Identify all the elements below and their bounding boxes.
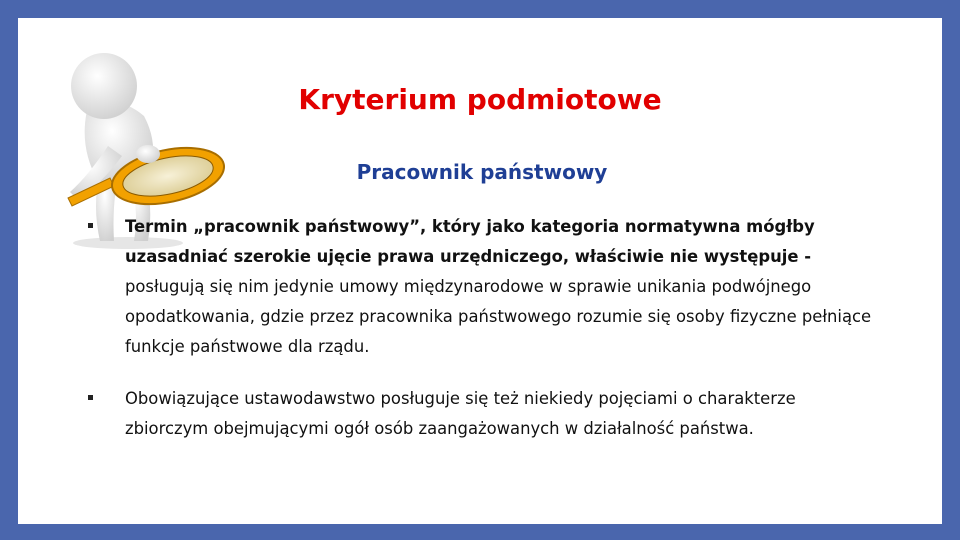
bullet-marker [88, 223, 93, 228]
slide-subtitle: Pracownik państwowy [356, 160, 608, 184]
bullet-text: Obowiązujące ustawodawstwo posługuje się też niekiedy pojęciami o charakterze zbiorczym obejmującymi ogół osób zaangażowanych w działalność państwa. [125, 389, 796, 438]
slide [18, 18, 942, 524]
bullet-marker [88, 395, 93, 400]
bullet-bold-text: Termin „pracownik państwowy”, który jako kategoria normatywna mógłby uzasadniać szerokie ujęcie prawa urzędniczego, właściwie nie występuje - [125, 217, 815, 266]
bullet-text: posługują się nim jedynie umowy międzynarodowe w sprawie unikania podwójnego opodatkowania, gdzie przez pracownika państwowego rozumie się osoby fizyczne pełniące funkcje państwowe dla rządu. [125, 277, 872, 356]
slide-title: Kryterium podmiotowe [298, 83, 662, 116]
bullet-item [88, 212, 878, 362]
bullet-item [88, 384, 878, 444]
bullet-list [88, 212, 878, 444]
